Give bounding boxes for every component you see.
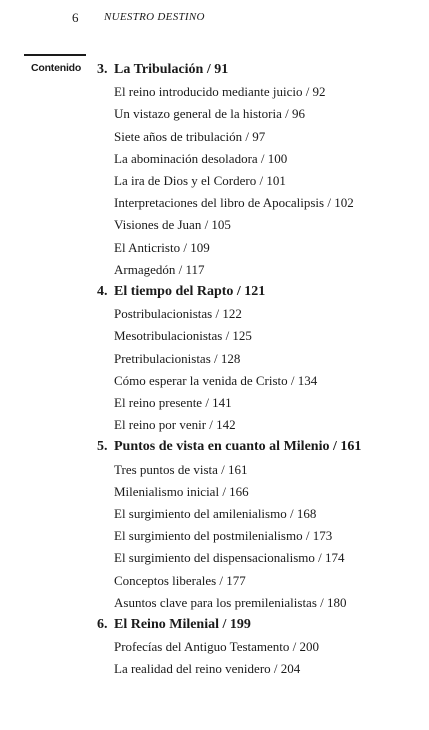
toc-entry: Siete años de tribulación / 97 <box>114 128 266 144</box>
chapter-heading <box>97 436 417 458</box>
toc-entry: Milenialismo inicial / 166 <box>114 483 249 499</box>
chapter-number: 3. <box>97 62 108 77</box>
toc-entry: El reino por venir / 142 <box>114 417 236 433</box>
toc-entry: El surgimiento del dispensacionalismo / 174 <box>114 550 345 566</box>
chapter-heading <box>97 614 417 636</box>
chapter-title: El tiempo del Rapto / 121 <box>114 284 266 300</box>
toc-entry: La realidad del reino venidero / 204 <box>114 661 301 677</box>
toc-entry: El surgimiento del postmilenialismo / 173 <box>114 528 333 544</box>
toc-entry: La ira de Dios y el Cordero / 101 <box>114 173 286 189</box>
toc-entry: Pretribulacionistas / 128 <box>114 350 241 366</box>
table-of-contents <box>97 59 417 681</box>
toc-entry: Mesotribulacionistas / 125 <box>114 328 252 344</box>
chapter-number: 4. <box>97 284 108 300</box>
toc-entry: Armagedón / 117 <box>114 261 205 277</box>
toc-entry: Un vistazo general de la historia / 96 <box>114 106 305 122</box>
toc-entry: Cómo esperar la venida de Cristo / 134 <box>114 372 318 388</box>
toc-entry: Conceptos liberales / 177 <box>114 572 246 588</box>
toc-entry: El reino presente / 141 <box>114 395 232 411</box>
toc-entry: Interpretaciones del libro de Apocalipsis / 102 <box>114 195 354 211</box>
toc-entry: El reino introducido mediante juicio / 92 <box>114 84 326 100</box>
toc-entry: Asuntos clave para los premilenialistas / 180 <box>114 594 347 610</box>
toc-entry: El surgimiento del amilenialismo / 168 <box>114 506 317 522</box>
page-number: 6 <box>72 10 79 25</box>
toc-entry: Postribulacionistas / 122 <box>114 306 242 322</box>
chapter-title: Puntos de vista en cuanto al Milenio / 161 <box>114 439 362 455</box>
chapter-heading <box>97 59 417 81</box>
toc-entry: Profecías del Antiguo Testamento / 200 <box>114 639 320 655</box>
toc-entry: Tres puntos de vista / 161 <box>114 461 248 477</box>
chapter-heading <box>97 281 417 303</box>
section-label: Contenido <box>31 62 82 74</box>
toc-entry: Visiones de Juan / 105 <box>114 217 231 233</box>
chapter-title: El Reino Milenial / 199 <box>114 617 251 633</box>
chapter-title: La Tribulación / 91 <box>114 62 229 77</box>
running-head: NUESTRO DESTINO <box>104 11 205 23</box>
chapter-number: 6. <box>97 617 108 633</box>
chapter-number: 5. <box>97 439 108 455</box>
toc-entry: La abominación desoladora / 100 <box>114 150 288 166</box>
header-rule <box>24 54 86 56</box>
toc-entry: El Anticristo / 109 <box>114 239 210 255</box>
